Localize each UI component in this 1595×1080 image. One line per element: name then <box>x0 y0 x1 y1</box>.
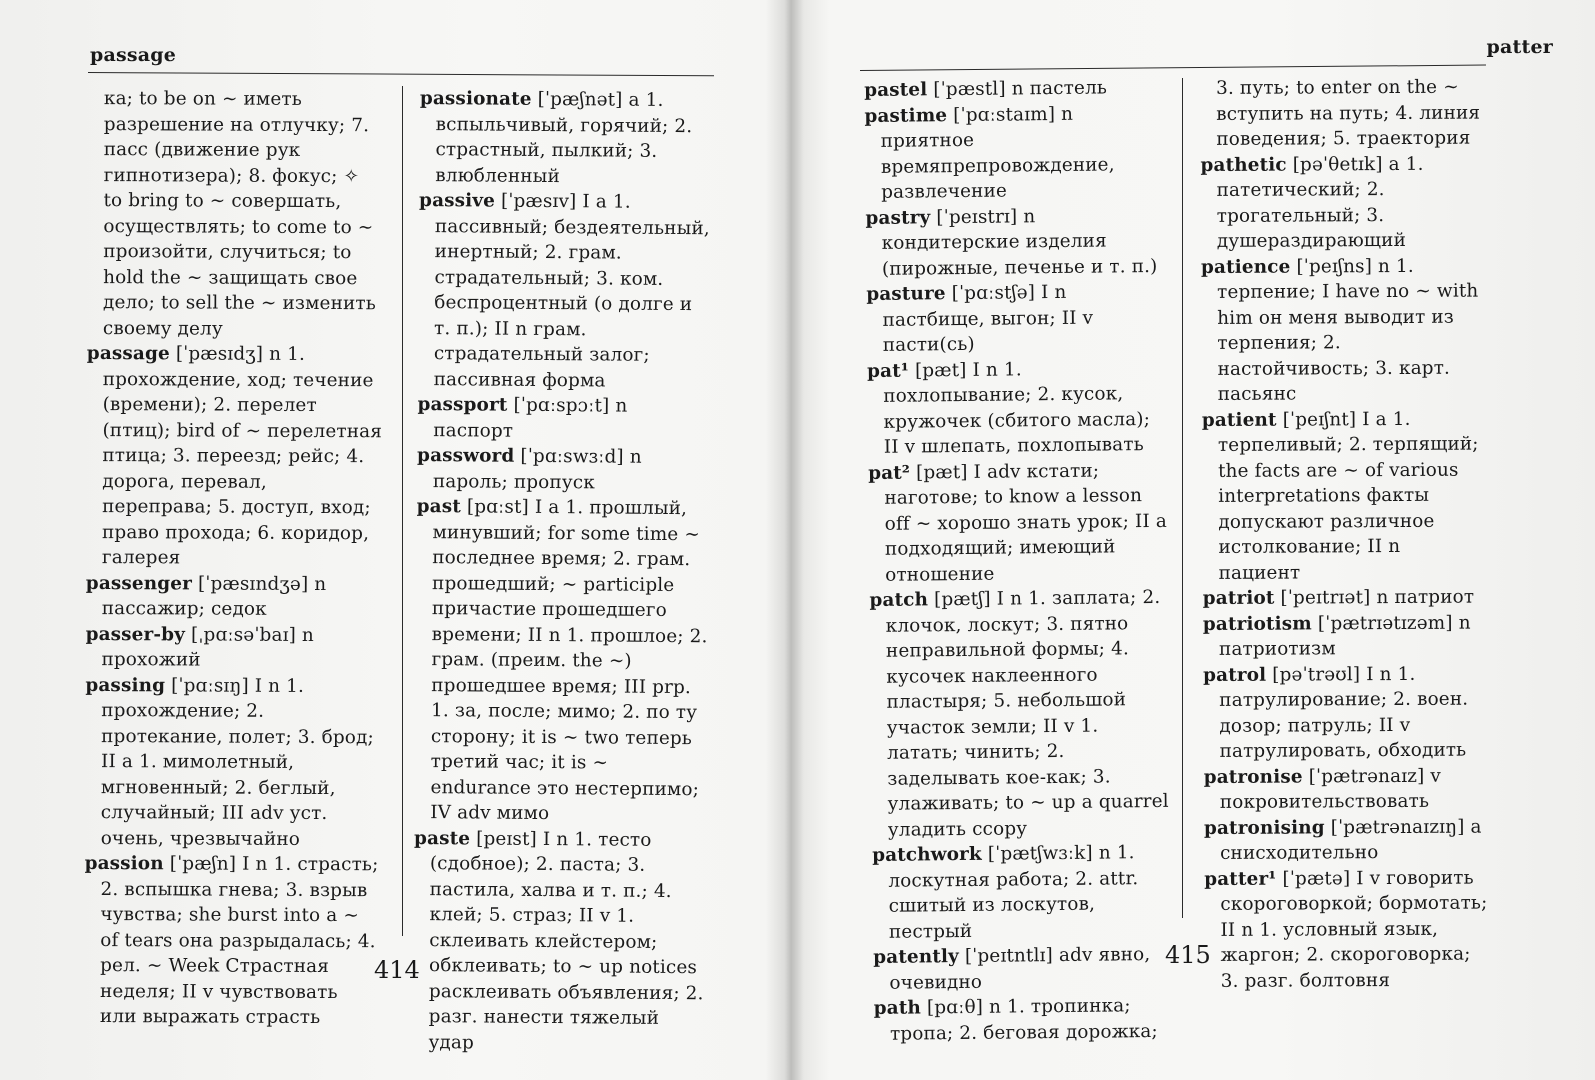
dictionary-entry: ка; to be on ~ иметь разрешение на отлучку; 7. пасс (движение рук гипнотизера); 8. фокус; ✧ to bring to ~ совершать, осуществлять; to come to ~ произойти, случиться; to hold the ~ защищать свое дело; to sell the ~ изменить своему делу <box>102 88 376 340</box>
headword: passage <box>86 342 170 365</box>
headword: patience <box>1200 256 1291 278</box>
headword: pasture <box>866 283 946 305</box>
dictionary-entry: passive [ˈpæsɪv] I a 1. пассивный; бездеятельный, инертный; 2. грам. страдательный; 3. ком. беспроцентный (о долге и т. п.); II n грам. страдательный залог; пассивная форма <box>419 189 710 391</box>
headword: patient <box>1201 409 1277 431</box>
headword: pat² <box>868 462 911 484</box>
dictionary-entry: pat² [pæt] I adv кстати; наготове; to know a lesson off ~ хорошо знать урок; II a подходящий; имеющий отношение <box>868 460 1168 586</box>
running-head-left: passage <box>90 44 177 66</box>
headword: passport <box>417 393 508 416</box>
dictionary-entry: passing [ˈpɑːsɪŋ] I n 1. прохождение; 2. протекание, полет; 3. брод; II a 1. мимолетный, мгновенный; 2. беглый, случайный; III adv уст. очень, чрезвычайно <box>85 674 374 850</box>
headword: past <box>416 495 462 518</box>
headword: path <box>873 997 922 1019</box>
dictionary-entry: patter¹ [ˈpætə] I v говорить скороговоркой; бормотать; II n 1. условный язык, жаргон; 2. скороговорка; 3. разг. болтовня <box>1204 867 1488 992</box>
headword: patrol <box>1203 664 1267 686</box>
headword: pastel <box>864 79 928 101</box>
dictionary-entry: patriot [ˈpeɪtrɪət] n патриот <box>1202 586 1475 609</box>
dictionary-entry: patient [ˈpeɪʃnt] I a 1. терпеливый; 2. терпящий; the facts are ~ of various interpretations факты допускают различное истолкование; II n пациент <box>1201 408 1479 584</box>
dictionary-entry: passer-by [ˌpɑːsəˈbaɪ] n прохожий <box>85 623 314 671</box>
header-rule-left <box>88 72 714 76</box>
left-page-column-1 <box>84 86 384 1031</box>
dictionary-entry: 3. путь; to enter on the ~ вступить на путь; 4. линия поведения; 5. траектория <box>1216 76 1481 150</box>
dictionary-entry: pat¹ [pæt] I n 1. похлопывание; 2. кусок, кружочек (сбитого масла); II v шлепать, похлопывать <box>866 358 1151 458</box>
dictionary-entry: patience [ˈpeɪʃns] n 1. терпение; I have no ~ with him он меня выводит из терпения; 2. настойчивость; 3. карт. пасьянс <box>1200 255 1479 405</box>
headword: passion <box>84 852 164 875</box>
dictionary-entry: patch [pætʃ] I n 1. заплата; 2. клочок, лоскут; 3. пятно неправильной формы; 4. кусочек наклеенного пластыря; 5. небольшой участок земли; II v 1. латать; чинить; 2. заделывать кое-как; 3. улаживать; to ~ up a quarrel уладить ссору <box>869 586 1169 841</box>
headword: passive <box>419 189 496 212</box>
dictionary-entry: passion [ˈpæʃn] I n 1. страсть; 2. вспышка гнева; 3. взрыв чувства; she burst into a ~ of tears она разрыдалась; 4. рел. ~ Week Страстная неделя; II v чувствовать или выражать страсть <box>84 852 379 1029</box>
headword: passionate <box>419 87 532 110</box>
headword: patter¹ <box>1204 868 1277 890</box>
dictionary-entry: patronising [ˈpætrənaɪzɪŋ] a снисходительно <box>1203 816 1482 864</box>
dictionary-entry: pastel [ˈpæstl] n пастель <box>864 77 1108 101</box>
headword: pat¹ <box>866 360 910 382</box>
headword: passenger <box>85 572 193 594</box>
dictionary-entry: patchwork [ˈpætʃwɜːk] n 1. лоскутная работа; 2. attr. сшитый из лоскутов, пестрый <box>872 842 1139 943</box>
left-page-column-2 <box>412 86 712 1057</box>
page-number-right: 415 <box>1165 941 1211 969</box>
dictionary-entry: passport [ˈpɑːspɔːt] n паспорт <box>417 393 628 442</box>
headword: patch <box>869 589 929 611</box>
dictionary-entry: pastime [ˈpɑːstaɪm] n приятное времяпрепровождение, развлечение <box>864 103 1115 203</box>
dictionary-entry: passionate [ˈpæʃnət] a 1. вспыльчивый, горячий; 2. страстный, пылкий; 3. влюбленный <box>419 87 693 187</box>
running-head-right: patter <box>1486 36 1553 58</box>
headword: patriot <box>1202 587 1275 609</box>
header-rule-right <box>860 65 1486 71</box>
headword: password <box>417 444 515 467</box>
right-page-column-1 <box>864 75 1174 1047</box>
dictionary-entry: password [ˈpɑːswɜːd] n пароль; пропуск <box>417 444 642 493</box>
dictionary-entry: paste [peɪst] I n 1. тесто (сдобное); 2. паста; 3. пастила, халва и т. п.; 4. клей; 5. страз; II v 1. склеивать клейстером; обклеивать; to ~ up notices расклеивать объявления; 2. разг. нанести тяжелый удар <box>414 827 704 1053</box>
headword: patchwork <box>872 843 982 866</box>
dictionary-entry: passenger [ˈpæsɪndʒə] n пассажир; седок <box>85 572 327 620</box>
dictionary-entry: past [pɑːst] I a 1. прошлый, минувший; for some time ~ последнее время; 2. грам. прошедший; ~ participle причастие прошедшего времени; II n 1. прошлое; 2. грам. (преим. the ~) прошедшее время; III prp. 1. за, после; мимо; 2. по ту сторону; it is ~ two теперь третий час; it is ~ endurance это нестерпимо; IV adv мимо <box>416 495 708 825</box>
right-page-column-2 <box>1200 75 1490 994</box>
headword: paste <box>414 827 471 849</box>
column-divider-right <box>1182 78 1183 918</box>
headword: patronising <box>1203 816 1325 839</box>
column-divider-left <box>402 86 403 936</box>
headword: pastry <box>865 206 931 229</box>
headword: patriotism <box>1202 612 1312 635</box>
headword: passing <box>85 674 166 696</box>
headword: patronise <box>1203 765 1303 788</box>
dictionary-entry: patently [ˈpeɪtntlɪ] adv явно, очевидно <box>873 944 1151 994</box>
dictionary-entry: patrol [pəˈtrəʊl] I n 1. патрулирование; 2. воен. дозор; патруль; II v патрулировать, обходить <box>1203 663 1469 762</box>
dictionary-entry: pastry [ˈpeɪstrɪ] n кондитерские изделия (пирожные, печенье и т. п.) <box>865 205 1158 280</box>
dictionary-entry: patriotism [ˈpætrɪətɪzəm] n патриотизм <box>1202 612 1471 660</box>
dictionary-entry: patronise [ˈpætrənaɪz] v покровительствовать <box>1203 765 1441 813</box>
headword: pathetic <box>1200 154 1287 176</box>
right-page <box>800 0 1595 1080</box>
dictionary-entry: pasture [ˈpɑːstʃə] I n пастбище, выгон; II v пасти(сь) <box>866 281 1094 356</box>
left-page <box>0 0 785 1080</box>
page-number-left: 414 <box>374 956 420 984</box>
headword: passer-by <box>85 623 186 645</box>
dictionary-entry: passage [ˈpæsɪdʒ] n 1. прохождение, ход; течение (времени); 2. перелет (птиц); bird of ~ перелетная птица; 3. переезд; рейс; 4. дорога, перевал, переправа; 5. доступ, вход; право прохода; 6. коридор, галерея <box>86 342 383 569</box>
dictionary-entry: pathetic [pəˈθetɪk] a 1. патетический; 2. трогательный; 3. душераздирающий <box>1200 153 1424 252</box>
headword: patently <box>873 946 960 968</box>
dictionary-entry: path [pɑːθ] n 1. тропинка; тропа; 2. беговая дорожка; <box>873 995 1158 1045</box>
headword: pastime <box>864 104 948 127</box>
